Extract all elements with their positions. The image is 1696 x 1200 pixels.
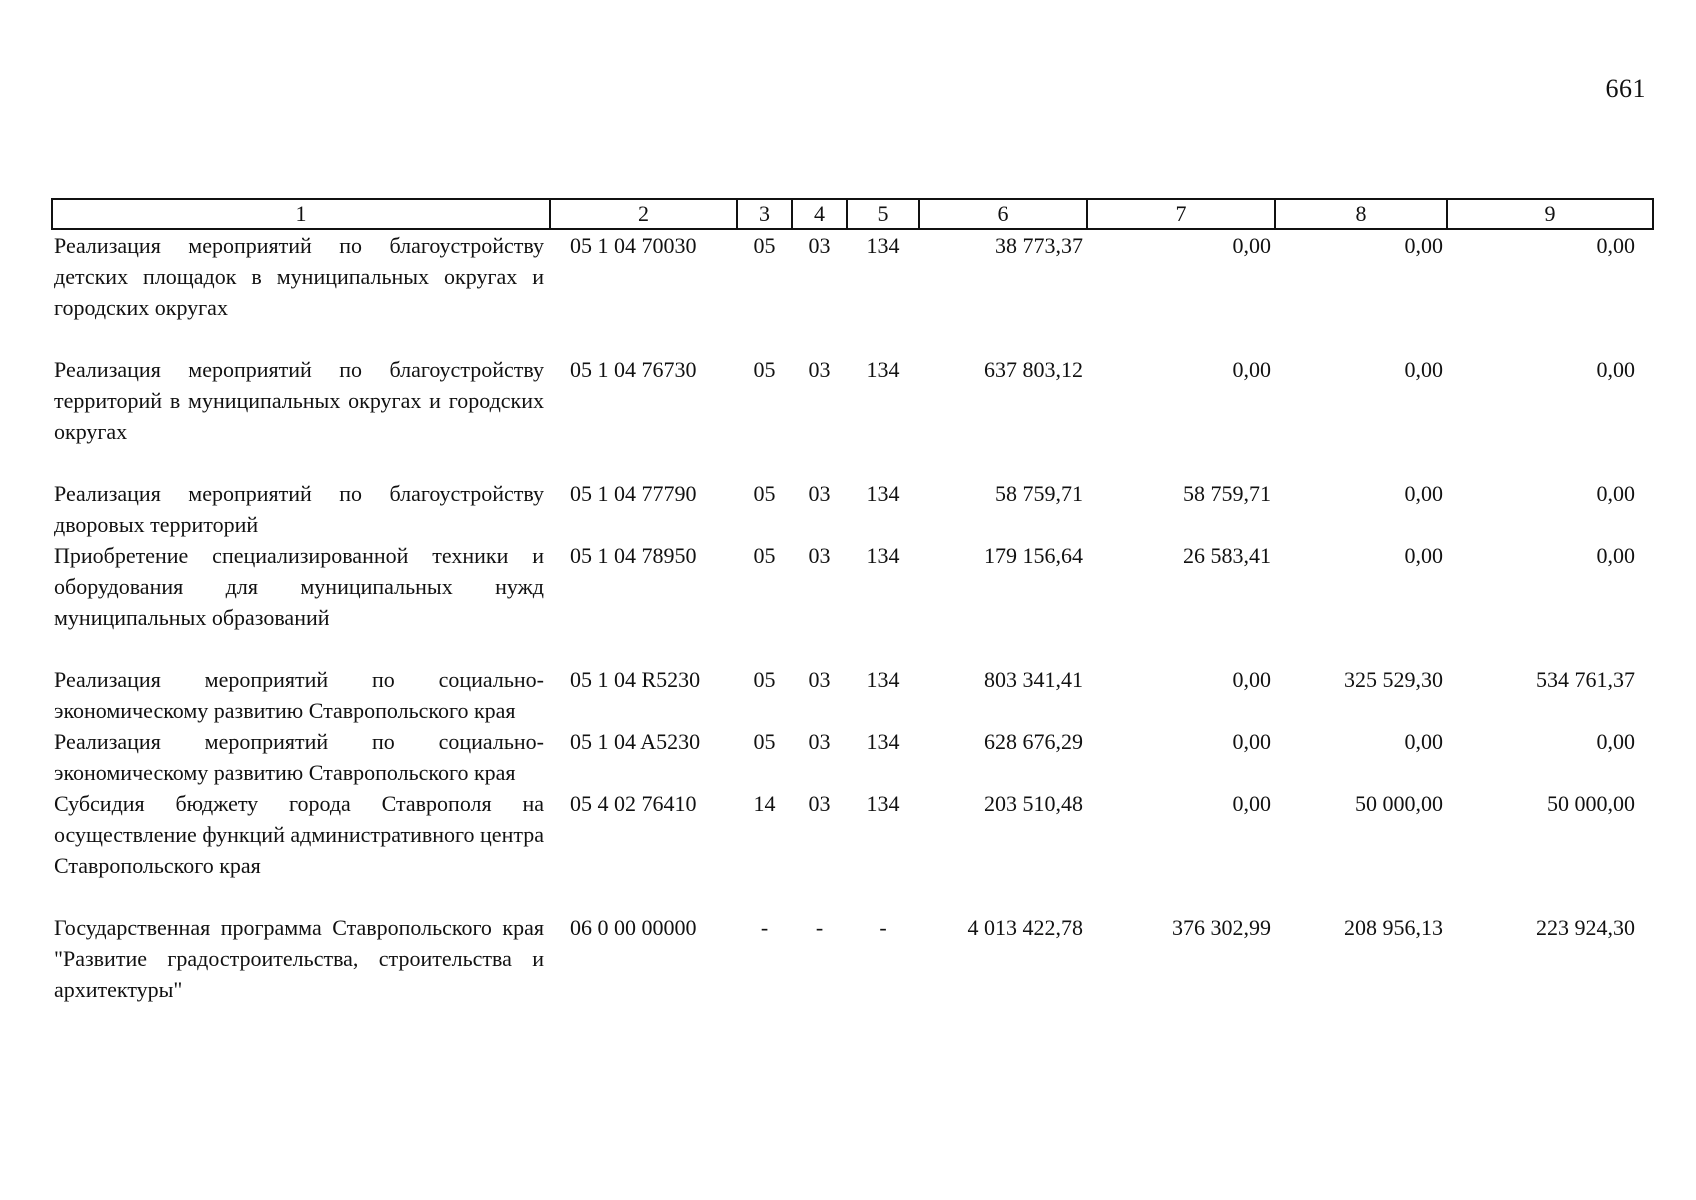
row-expense-type: 134 (866, 543, 900, 568)
row-value-7: 0,00 (1232, 357, 1271, 382)
row-value-6: 203 510,48 (984, 791, 1083, 816)
row-value-9: 223 924,30 (1536, 915, 1635, 940)
row-section: 05 (753, 543, 776, 568)
row-expense-type: 134 (866, 481, 900, 506)
row-value-8: 0,00 (1404, 729, 1443, 754)
row-expense-type: 134 (866, 233, 900, 258)
row-section: 05 (753, 667, 776, 692)
row-subsection: 03 (808, 729, 831, 754)
row-value-9: 534 761,37 (1536, 667, 1635, 692)
row-name: Реализация мероприятий по благоустройству детских площадок в муниципальных округах и городских округах (54, 233, 544, 320)
column-header-6: 6 (919, 199, 1087, 229)
row-value-9: 0,00 (1596, 481, 1635, 506)
row-name: Реализация мероприятий по благоустройству территорий в муниципальных округах и городских округах (54, 357, 544, 444)
row-value-7: 0,00 (1232, 791, 1271, 816)
row-name: Субсидия бюджету города Ставрополя на осуществление функций административного центра Ставропольского края (54, 791, 544, 878)
row-target-code: 06 0 00 00000 (570, 915, 697, 940)
table-body (52, 229, 1653, 1005)
row-value-9: 0,00 (1596, 233, 1635, 258)
row-section: 05 (753, 481, 776, 506)
row-value-6: 179 156,64 (984, 543, 1083, 568)
column-header-3: 3 (737, 199, 792, 229)
row-value-8: 50 000,00 (1355, 791, 1443, 816)
row-section: 14 (753, 791, 776, 816)
row-expense-type: - (879, 915, 887, 940)
row-subsection: 03 (808, 481, 831, 506)
table-row (52, 354, 1653, 478)
budget-table-container (51, 198, 1652, 1005)
row-section: 05 (753, 729, 776, 754)
column-header-2: 2 (550, 199, 737, 229)
row-name: Государственная программа Ставропольского края "Развитие градостроительства, строительства и архитектуры" (54, 915, 544, 1002)
row-value-8: 0,00 (1404, 357, 1443, 382)
row-value-9: 0,00 (1596, 729, 1635, 754)
table-row (52, 912, 1653, 1005)
column-header-8: 8 (1275, 199, 1447, 229)
row-value-7: 376 302,99 (1172, 915, 1271, 940)
row-name: Приобретение специализированной техники и оборудования для муниципальных нужд муниципальных образований (54, 543, 544, 630)
row-value-9: 50 000,00 (1547, 791, 1635, 816)
row-target-code: 05 1 04 77790 (570, 481, 697, 506)
row-subsection: 03 (808, 233, 831, 258)
row-target-code: 05 1 04 70030 (570, 233, 697, 258)
row-section: 05 (753, 357, 776, 382)
row-target-code: 05 1 04 78950 (570, 543, 697, 568)
row-target-code: 05 1 04 R5230 (570, 667, 701, 692)
row-value-7: 0,00 (1232, 729, 1271, 754)
row-expense-type: 134 (866, 791, 900, 816)
column-header-7: 7 (1087, 199, 1275, 229)
table-row (52, 726, 1653, 788)
column-header-9: 9 (1447, 199, 1653, 229)
table-row (52, 664, 1653, 726)
page-number: 661 (1605, 74, 1646, 103)
column-header-4: 4 (792, 199, 847, 229)
row-value-8: 0,00 (1404, 233, 1443, 258)
budget-table (51, 198, 1654, 1005)
column-header-1: 1 (52, 199, 550, 229)
row-subsection: 03 (808, 667, 831, 692)
row-value-6: 637 803,12 (984, 357, 1083, 382)
row-value-6: 4 013 422,78 (967, 915, 1083, 940)
row-target-code: 05 1 04 76730 (570, 357, 697, 382)
row-target-code: 05 4 02 76410 (570, 791, 697, 816)
table-row (52, 229, 1653, 354)
row-section: 05 (753, 233, 776, 258)
row-value-6: 803 341,41 (984, 667, 1083, 692)
row-name: Реализация мероприятий по социально-экономическому развитию Ставропольского края (54, 667, 544, 723)
row-value-8: 208 956,13 (1344, 915, 1443, 940)
row-value-8: 325 529,30 (1344, 667, 1443, 692)
row-value-7: 26 583,41 (1183, 543, 1271, 568)
column-header-5: 5 (847, 199, 919, 229)
table-header (52, 199, 1653, 229)
row-section: - (760, 915, 769, 940)
table-row (52, 788, 1653, 912)
row-value-6: 38 773,37 (995, 233, 1083, 258)
row-value-9: 0,00 (1596, 357, 1635, 382)
row-value-8: 0,00 (1404, 481, 1443, 506)
row-expense-type: 134 (866, 729, 900, 754)
row-name: Реализация мероприятий по социально-экономическому развитию Ставропольского края (54, 729, 544, 785)
row-name: Реализация мероприятий по благоустройству дворовых территорий (54, 481, 544, 537)
row-expense-type: 134 (866, 357, 900, 382)
row-value-7: 0,00 (1232, 233, 1271, 258)
row-expense-type: 134 (866, 667, 900, 692)
row-value-6: 58 759,71 (995, 481, 1083, 506)
row-subsection: 03 (808, 357, 831, 382)
header-row (52, 199, 1653, 229)
row-value-8: 0,00 (1404, 543, 1443, 568)
table-row (52, 478, 1653, 540)
table-row (52, 540, 1653, 664)
row-value-9: 0,00 (1596, 543, 1635, 568)
row-target-code: 05 1 04 A5230 (570, 729, 701, 754)
row-subsection: - (815, 915, 824, 940)
row-subsection: 03 (808, 543, 831, 568)
row-value-7: 58 759,71 (1183, 481, 1271, 506)
row-value-6: 628 676,29 (984, 729, 1083, 754)
row-value-7: 0,00 (1232, 667, 1271, 692)
row-subsection: 03 (808, 791, 831, 816)
